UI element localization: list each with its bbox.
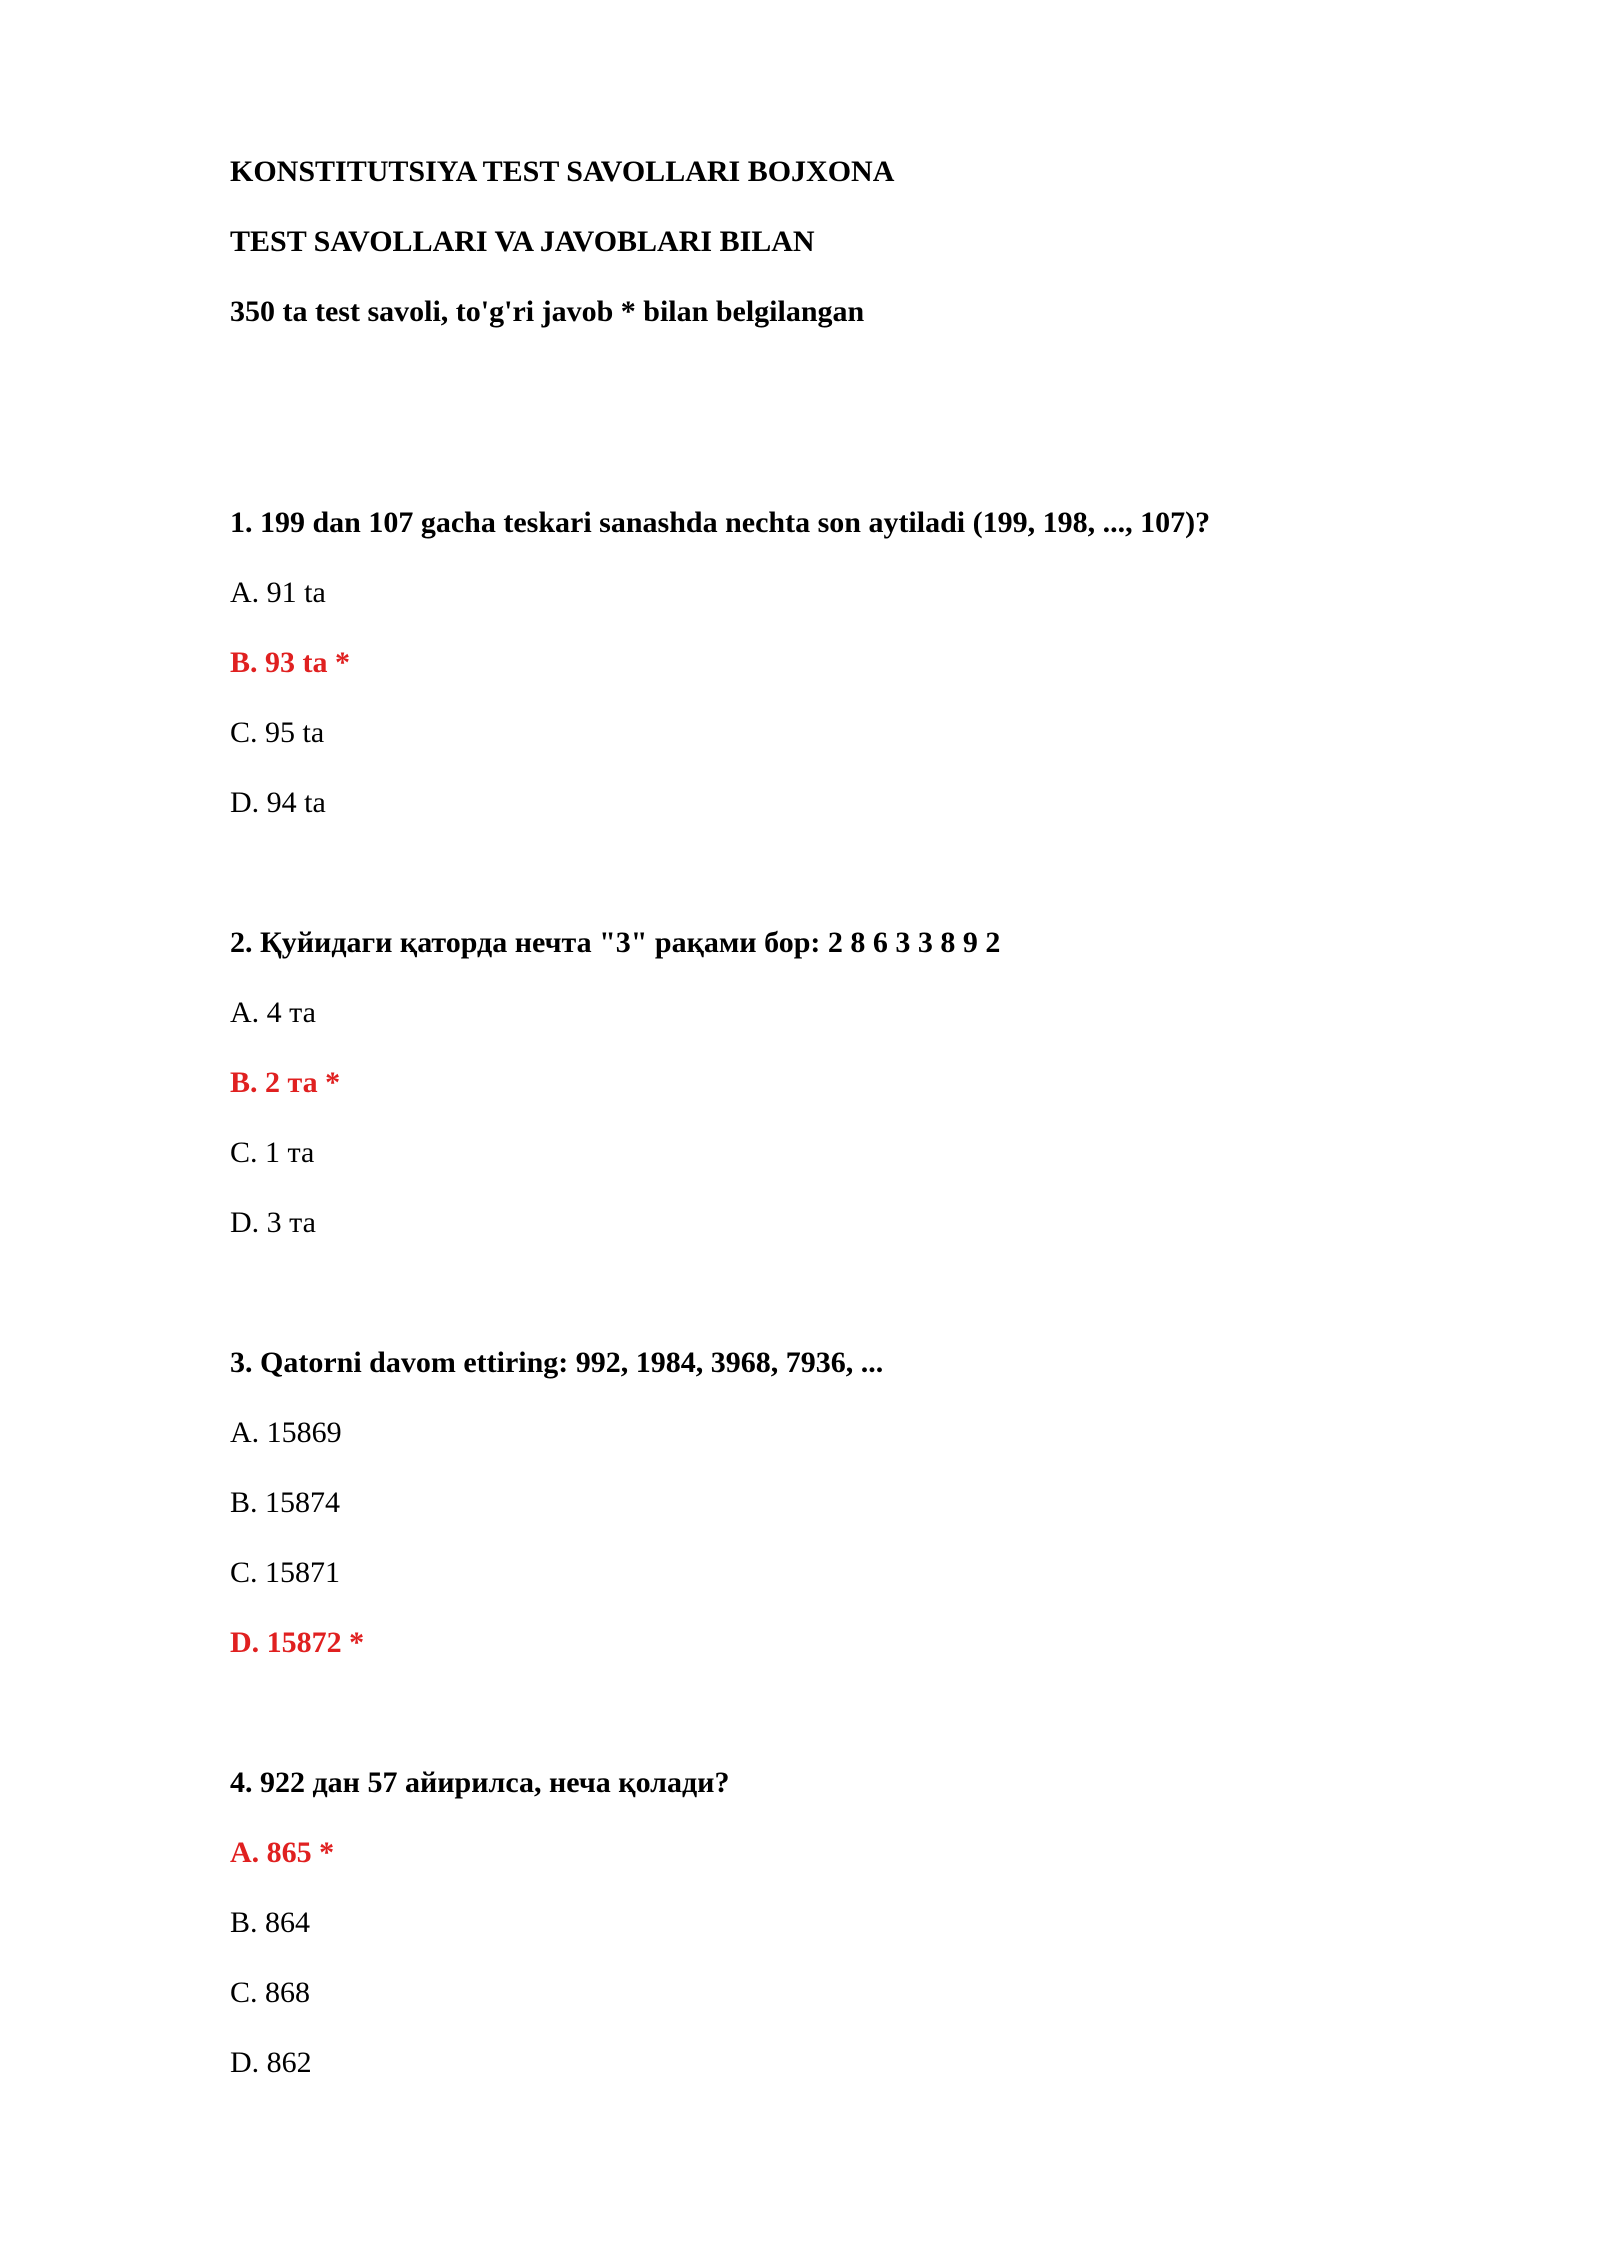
question-2-option-d: D. 3 та	[230, 1206, 316, 1239]
question-3-option-b: B. 15874	[230, 1486, 341, 1519]
question-3-option-c: C. 15871	[230, 1556, 341, 1589]
question-4-option-b: B. 864	[230, 1906, 311, 1939]
question-1-option-d: D. 94 ta	[230, 786, 326, 819]
question-2-option-b-correct: B. 2 та *	[230, 1066, 341, 1099]
document-subtitle: 350 ta test savoli, to'g'ri javob * bilan belgilangan	[230, 295, 865, 328]
question-2-text: 2. Қуйидаги қаторда нечта "3" рақами бор: 2 8 6 3 3 8 9 2	[230, 926, 1001, 959]
question-3-text: 3. Qatorni davom ettiring: 992, 1984, 3968, 7936, ...	[230, 1346, 884, 1379]
question-4-option-c: C. 868	[230, 1976, 311, 2009]
question-1-option-b-correct: B. 93 ta *	[230, 646, 350, 679]
question-2-option-c: C. 1 та	[230, 1136, 315, 1169]
document-title-line-2: TEST SAVOLLARI VA JAVOBLARI BILAN	[230, 225, 815, 258]
question-1-option-c: C. 95 ta	[230, 716, 325, 749]
question-1-option-a: A. 91 ta	[230, 576, 326, 609]
question-1-text: 1. 199 dan 107 gacha teskari sanashda nechta son aytiladi (199, 198, ..., 107)?	[230, 506, 1211, 539]
question-4-text: 4. 922 дан 57 айирилса, неча қолади?	[230, 1766, 730, 1799]
document-title-line-1: KONSTITUTSIYA TEST SAVOLLARI BOJXONA	[230, 155, 895, 188]
question-4-option-d: D. 862	[230, 2046, 312, 2079]
question-3-option-a: A. 15869	[230, 1416, 342, 1449]
question-4-option-a-correct: A. 865 *	[230, 1836, 335, 1869]
question-3-option-d-correct: D. 15872 *	[230, 1626, 365, 1659]
question-2-option-a: A. 4 та	[230, 996, 316, 1029]
